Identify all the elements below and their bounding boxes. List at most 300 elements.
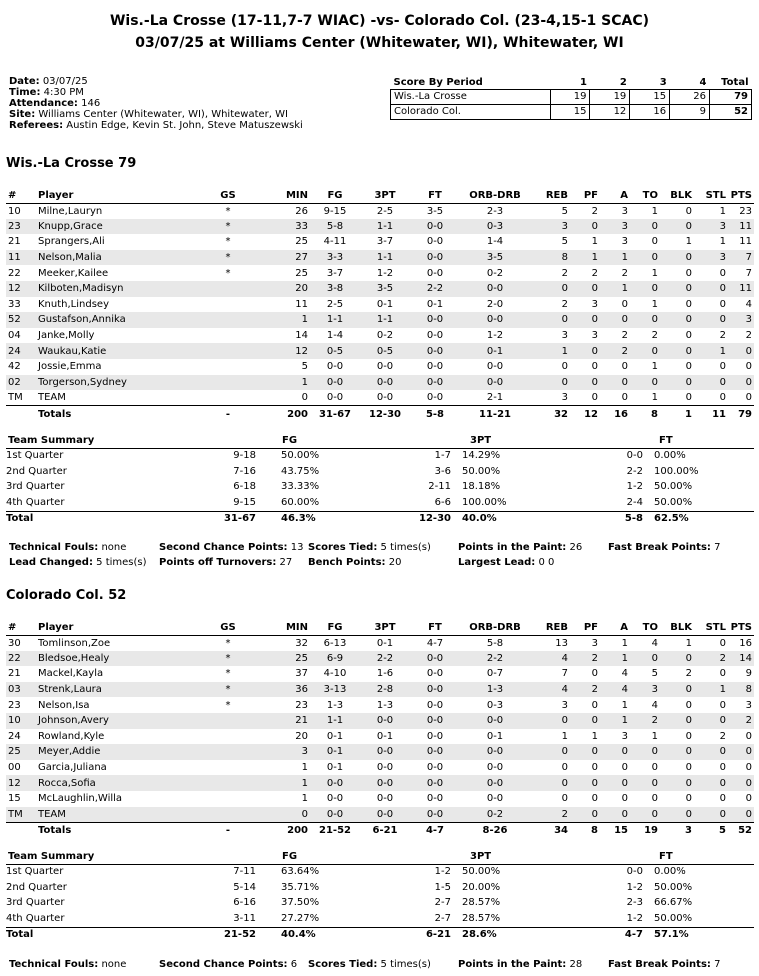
table-cell: 2 [719,730,726,742]
table-cell: 0 [660,375,694,391]
table-cell: 0 [660,775,694,791]
table-cell: 0 [530,775,570,791]
table-cell: 5 [561,236,568,248]
table-cell: 02 [6,375,36,391]
table-cell: 0-1 [376,637,394,649]
table-cell: TM [8,392,23,404]
column-header: 3PT [360,620,410,635]
table-cell: 2 [728,713,754,729]
table-cell [184,729,272,745]
table-cell: 0 [719,762,726,774]
table-cell: 1 [272,775,310,791]
summary-header: Team Summary [8,435,95,446]
table-cell: 2 [694,651,728,667]
summary-fgp: 46.3% [281,513,316,525]
table-cell: 3 [561,392,568,404]
meta-site: Site: Williams Center (Whitewater, WI), Whitewater, WI [9,109,288,120]
table-cell: 1-2 [486,330,504,342]
summary-tp: 1-2 [434,866,451,877]
table-cell: 0 [600,744,630,760]
table-cell: 0 [685,793,692,805]
table-cell: 37 [295,668,308,680]
table-cell: 0-0 [360,744,410,760]
summary-ft: 2-2 [626,465,643,477]
table-cell: 22 [8,267,21,279]
table-cell: 4 [651,699,658,711]
misc-stat [458,542,582,553]
table-cell: 3-7 [376,236,394,248]
totals-cell: 52 [728,822,754,839]
totals-cell: Totals [36,406,184,423]
table-cell: 0-0 [410,343,460,359]
totals-cell: - [184,822,272,839]
table-cell: 0-0 [460,744,530,760]
table-cell: 25 [6,744,36,760]
misc-stat [458,557,554,568]
table-cell: 11 [739,236,752,248]
summary-ftp: 57.1% [654,929,689,941]
totals-cell: 12 [570,406,600,423]
table-cell: 5-8 [486,637,504,649]
table-cell: 0-0 [326,361,344,373]
misc-stat-value: 28 [569,959,583,970]
table-row [6,729,754,745]
table-cell: Kilboten,Madisyn [36,281,184,297]
misc-stat-label: Second Chance Points: [159,959,288,970]
table-cell: 4 [600,682,630,698]
summary-label: 3rd Quarter [6,481,65,493]
table-cell: 4 [530,651,570,667]
table-cell: 1 [621,699,628,711]
table-cell: 6-13 [323,637,347,649]
column-header: PTS [728,620,754,635]
column-header: STL [694,620,728,635]
table-cell: 0-0 [426,668,444,680]
table-cell: 0 [719,267,726,279]
table-cell: 20 [272,281,310,297]
table-row [6,281,754,297]
column-header: REB [530,188,570,203]
misc-stat-label: Technical Fouls: [9,959,99,970]
summary-fg: 31-67 [224,513,256,525]
table-row [6,312,754,328]
table-cell: 0 [600,312,630,328]
table-header-row [6,620,754,635]
summary-label: 1st Quarter [6,450,64,461]
table-row [6,343,754,359]
table-cell: McLaughlin,Willa [38,793,123,805]
misc-stat [159,557,292,568]
column-header: FG [310,620,360,635]
table-cell: 4-7 [426,637,444,649]
table-cell [184,775,272,791]
table-cell [184,807,272,823]
table-cell: 0-0 [360,375,410,391]
table-cell: 2-8 [360,682,410,698]
table-cell: 4 [745,298,752,310]
summary-label: 4th Quarter [6,912,65,924]
table-cell: 0 [719,668,726,680]
table-cell: 3 [600,219,630,235]
table-cell: 0 [719,361,726,373]
table-cell: 26 [295,205,308,217]
summary-fg: 21-52 [224,929,256,941]
totals-cell: 8-26 [460,822,530,839]
table-cell: 3-8 [310,281,360,297]
misc-stat [159,959,297,970]
table-cell: TM [6,807,36,823]
totals-cell [6,822,36,839]
summary-row [6,480,754,496]
table-row [6,234,754,250]
table-cell: 0-0 [460,775,530,791]
summary-fg: 9-15 [233,496,256,508]
table-cell: 2 [621,330,628,342]
totals-cell: 200 [272,406,310,423]
table-cell: 13 [555,637,568,649]
table-cell: 3 [561,699,568,711]
table-cell: 3 [694,219,728,235]
team-misc-stats [9,959,754,973]
table-cell: 0 [600,775,630,791]
table-cell: 0 [719,392,726,404]
table-cell: 0 [728,375,754,391]
table-cell: 1-1 [360,219,410,235]
meta-date: Date: 03/07/25 [9,76,88,87]
table-cell: Gustafson,Annika [36,312,184,328]
table-cell: 0 [591,699,598,711]
totals-cell: 79 [728,406,754,423]
table-cell: Tomlinson,Zoe [38,637,111,649]
table-cell: 0 [630,312,660,328]
summary-fgp: 50.00% [281,450,320,461]
table-cell: 0 [685,267,692,279]
table-cell: 1 [600,250,630,266]
meta-referees: Referees: Austin Edge, Kevin St. John, Steve Matuszewski [9,120,303,131]
totals-cell: 34 [530,822,570,839]
table-cell: 7 [561,668,568,680]
summary-fg: 3-11 [233,912,256,924]
table-cell: 0 [570,775,600,791]
summary-fgp: 40.4% [281,929,316,941]
table-row [6,775,754,791]
table-cell: 8 [728,682,754,698]
table-cell: 0-1 [326,762,344,774]
table-cell: 1 [694,343,728,359]
table-cell: 1-4 [326,330,344,342]
totals-cell: 12-30 [360,406,410,423]
misc-stat [308,557,401,568]
summary-tp: 2-7 [434,912,451,924]
summary-tp: 2-11 [428,481,451,493]
table-cell: 32 [295,637,308,649]
table-cell: 1 [685,236,692,248]
table-cell: 0-0 [460,713,530,729]
misc-stat-value: 0 0 [538,557,555,568]
summary-ftp: 0.00% [654,866,686,877]
table-cell: 1 [591,730,598,742]
misc-stat-value: 26 [569,542,583,553]
team-summary [6,851,754,943]
table-cell: 4 [530,682,570,698]
column-header: PTS [728,188,754,203]
table-cell: 3-5 [426,205,444,217]
table-cell [184,359,272,375]
table-cell: 0 [745,392,752,404]
table-cell: * [225,699,231,711]
summary-fgp: 33.33% [281,481,320,493]
table-cell: 03 [6,682,36,698]
table-cell: 0 [728,807,754,823]
table-cell: 3-5 [460,250,530,266]
misc-stat [9,557,147,568]
summary-fgp: 63.64% [281,866,320,877]
table-cell: 0 [660,807,694,823]
table-cell: 0 [591,762,598,774]
misc-stat-label: Fast Break Points: [608,959,711,970]
table-cell: 21 [8,236,21,248]
summary-fg: 6-18 [233,481,256,493]
table-cell: 0-1 [376,730,394,742]
table-cell: 0-0 [326,392,344,404]
table-cell: 0 [660,219,694,235]
totals-cell: 21-52 [310,822,360,839]
misc-stat-label: Bench Points: [308,557,386,568]
summary-tpp: 20.00% [462,881,501,893]
table-cell: 7 [728,250,754,266]
box-score-table [6,188,754,423]
table-cell: Jossie,Emma [38,361,102,373]
misc-stat-label: Scores Tied: [308,542,378,553]
table-cell: 23 [295,699,308,711]
table-cell: 1 [621,637,628,649]
table-cell: 0 [745,361,752,373]
summary-tp: 1-7 [434,450,451,461]
table-cell: 24 [6,343,36,359]
table-cell: 0 [685,699,692,711]
table-cell: 2 [591,205,598,217]
table-cell: Garcia,Juliana [38,762,107,774]
table-cell: TEAM [38,392,66,404]
table-cell: 10 [6,713,36,729]
table-cell: 0-0 [426,267,444,279]
summary-row [6,449,754,465]
table-cell: Milne,Lauryn [38,205,103,217]
table-cell: 0-0 [360,807,410,823]
totals-cell: 15 [600,822,630,839]
table-cell: 3-7 [326,267,344,279]
totals-row [6,406,754,423]
summary-fgp: 43.75% [281,465,320,477]
column-header: GS [184,188,272,203]
table-cell: 42 [8,361,21,373]
table-cell: 3 [591,298,598,310]
game-title: Wis.-La Crosse (17-11,7-7 WIAC) -vs- Colorado Col. (23-4,15-1 SCAC) [109,13,649,29]
column-header: FT [410,188,460,203]
table-cell: 1 [561,730,568,742]
summary-ftp: 50.00% [654,496,693,508]
team-misc-stats [9,542,754,572]
table-cell: 0-0 [360,713,410,729]
summary-header: FT [659,851,673,862]
summary-row [6,896,754,912]
summary-tpp: 28.57% [462,897,501,909]
table-cell: 0 [570,744,600,760]
table-cell: * [184,219,272,235]
table-cell: 0-0 [410,682,460,698]
table-cell: 0 [630,281,660,297]
table-row [6,666,754,682]
table-cell: 1 [719,236,726,248]
table-cell: 0 [685,330,692,342]
summary-tpp: 50.00% [462,465,501,477]
table-cell: 9-15 [323,205,347,217]
meta-time: Time: 4:30 PM [9,87,84,98]
table-cell [184,760,272,776]
table-cell: * [225,267,231,279]
summary-label: 1st Quarter [6,866,64,877]
summary-total-row [6,927,754,943]
totals-cell: 16 [600,406,630,423]
table-cell: 25 [272,651,310,667]
misc-stat [308,542,431,553]
table-cell: * [225,205,231,217]
table-cell: 4-11 [323,236,347,248]
table-cell: 1 [600,651,630,667]
totals-cell: 1 [660,406,694,423]
table-cell: 0 [561,361,568,373]
table-cell: 0 [685,298,692,310]
table-cell: 0 [621,392,628,404]
table-cell: 1-3 [460,682,530,698]
table-cell: 1 [651,267,658,279]
table-cell: 0 [728,775,754,791]
summary-tpp: 28.6% [462,929,497,941]
table-cell: 0-5 [360,343,410,359]
table-cell: 22 [6,651,36,667]
summary-row [6,881,754,897]
table-cell: 3 [591,330,598,342]
table-cell: 9 [745,668,752,680]
table-row [6,359,754,375]
table-row [6,265,754,281]
table-cell: 0 [694,775,728,791]
team-summary [6,435,754,527]
misc-stat-value: 7 [714,959,721,970]
table-cell: 0 [630,651,660,667]
misc-stat-label: Lead Changed: [9,557,93,568]
table-cell: 0 [591,392,598,404]
table-cell: 0 [570,343,600,359]
misc-stat-label: Technical Fouls: [9,542,99,553]
table-cell: Knupp,Grace [36,219,184,235]
summary-row [6,496,754,512]
table-cell: 4 [651,637,658,649]
table-cell: 0 [719,637,726,649]
misc-stat-label: Fast Break Points: [608,542,711,553]
table-cell: 1-3 [376,699,394,711]
table-cell: 0 [591,361,598,373]
table-cell: 3 [630,682,660,698]
table-cell: 0 [651,793,658,805]
table-cell: 12 [272,343,310,359]
table-cell [184,328,272,344]
table-cell: 21 [272,713,310,729]
table-cell: 3-3 [310,250,360,266]
table-cell: 2 [570,651,600,667]
table-cell: 0 [719,793,726,805]
table-cell: 0 [570,219,600,235]
summary-header: Team Summary [8,851,95,862]
summary-label: Total [6,929,34,941]
summary-tp: 12-30 [419,513,451,525]
table-cell: 23 [739,205,752,217]
game-meta [9,76,303,131]
game-subtitle: 03/07/25 at Williams Center (Whitewater, WI), Whitewater, WI [135,35,624,51]
table-cell: 0 [621,793,628,805]
table-cell: 0-0 [410,375,460,391]
table-cell: 1 [272,312,310,328]
table-cell: 0 [530,281,570,297]
summary-tp: 1-5 [434,881,451,893]
summary-header-row [6,851,754,865]
table-cell: 36 [272,682,310,698]
summary-ftp: 50.00% [654,481,693,493]
summary-tpp: 40.0% [462,513,497,525]
table-row [6,375,754,391]
column-header: FG [310,188,360,203]
misc-stat-value: 6 [290,959,298,970]
score-by-period-row: Wis.-La Crosse 19 19 15 26 79 [391,89,752,104]
summary-fgp: 37.50% [281,897,320,909]
column-header: Player [36,620,184,635]
table-cell: 0 [621,762,628,774]
table-cell: 0-3 [486,699,504,711]
table-cell: 11 [728,281,754,297]
table-row [6,203,754,219]
table-cell: 0-0 [426,730,444,742]
summary-ftp: 50.00% [654,881,693,893]
table-cell: 0 [719,298,726,310]
table-cell: 0 [530,312,570,328]
table-cell: 0 [591,793,598,805]
table-cell: 0 [660,343,694,359]
table-cell: 0-3 [460,219,530,235]
column-header: TO [630,188,660,203]
table-cell [184,375,272,391]
table-cell: Strenk,Laura [36,682,184,698]
table-cell: 0 [600,807,630,823]
table-cell [184,343,272,359]
summary-label: 3rd Quarter [6,897,65,909]
totals-cell: 8 [570,822,600,839]
table-cell: 0-1 [460,343,530,359]
totals-cell: 6-21 [360,822,410,839]
table-cell: 1 [651,205,658,217]
table-cell: 1 [694,682,728,698]
table-cell: 0-0 [426,699,444,711]
table-cell: 3 [745,699,752,711]
table-cell: 04 [8,330,21,342]
column-header: # [6,620,36,635]
table-cell: 4 [621,668,628,680]
table-cell: 1-1 [310,713,360,729]
misc-stat [608,542,720,553]
column-header: PF [570,188,600,203]
table-cell: Nelson,Malia [36,250,184,266]
summary-fgp: 35.71% [281,881,320,893]
table-row [6,635,754,651]
